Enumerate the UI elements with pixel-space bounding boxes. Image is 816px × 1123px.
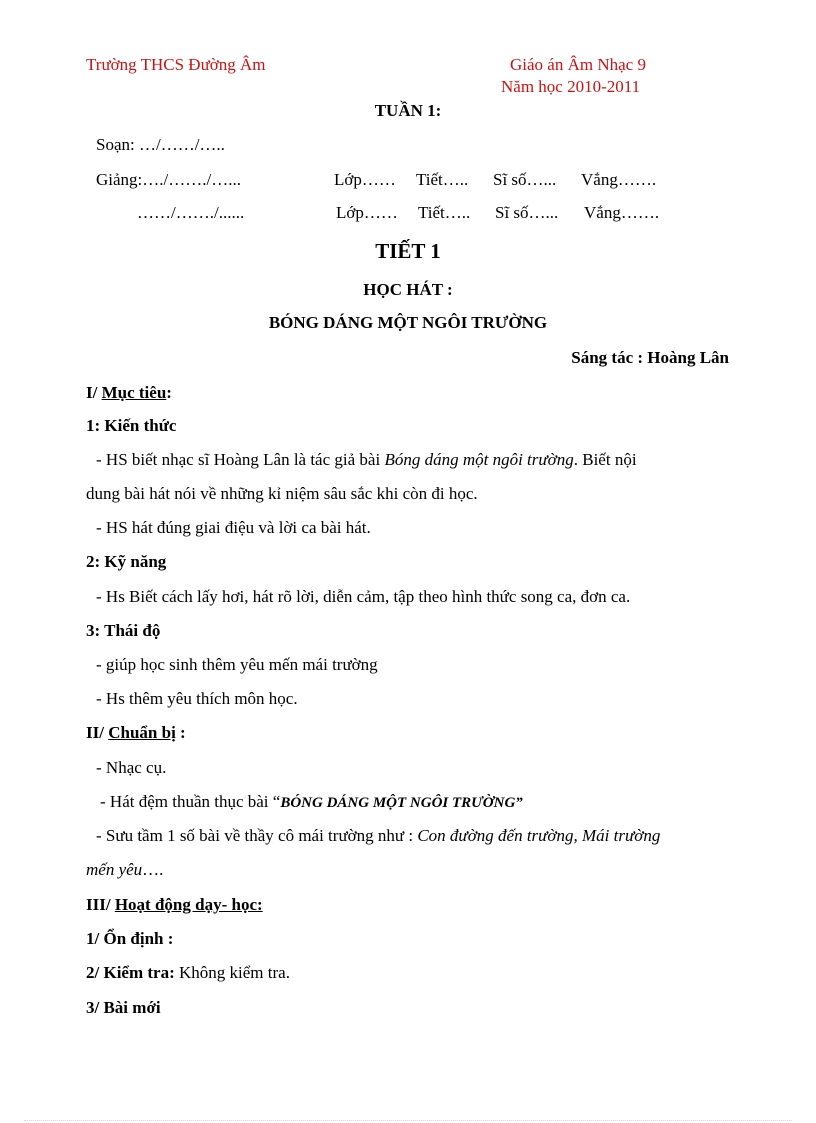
tiet-2: Tiết….. [418, 203, 471, 222]
prep-item-3-songs: Con đường đến trường, Mái trường [417, 826, 661, 845]
hoc-hat-heading: HỌC HÁT : [363, 280, 453, 299]
vang-2: Vắng……. [584, 203, 660, 222]
knowledge-item-2: - HS hát đúng giai điệu và lời ca bài hát. [96, 518, 371, 537]
knowledge-item-1-text: - HS biết nhạc sĩ Hoàng Lân là tác giả bài [96, 450, 385, 469]
knowledge-heading: 1: Kiến thức [86, 416, 177, 435]
vang-1: Vắng……. [581, 170, 657, 189]
giang-date-1: Giảng:…./……./…... [96, 170, 241, 189]
section-2-heading [86, 723, 186, 743]
siso-2: Sĩ số…... [495, 203, 559, 222]
step-2-text: Không kiểm tra. [174, 963, 290, 982]
song-title: BÓNG DÁNG MỘT NGÔI TRƯỜNG [268, 313, 548, 332]
section-1-number: I/ [86, 383, 98, 402]
siso-1: Sĩ số…... [493, 170, 557, 189]
week-heading: TUẦN 1: [374, 101, 442, 120]
soan-line: Soạn: …/……/….. [96, 135, 225, 154]
knowledge-item-1 [96, 450, 637, 470]
knowledge-item-1-text-end: . Biết nội [573, 450, 637, 469]
section-1-colon: : [166, 383, 172, 402]
giang-date-2: ……/……./...... [137, 203, 245, 222]
section-1-heading [86, 383, 172, 403]
lop-1: Lớp…… [334, 170, 396, 189]
prep-item-2 [100, 792, 523, 813]
skill-heading: 2: Kỹ năng [86, 552, 167, 571]
school-year: Năm học 2010-2011 [501, 77, 641, 96]
section-3-heading [86, 895, 263, 915]
section-1-title: Mục tiêu [101, 383, 167, 402]
school-name: Trường THCS Đường Âm [86, 55, 266, 74]
song-name-italic: Bóng dáng một ngôi trường [384, 450, 574, 469]
attitude-item-1: - giúp học sinh thêm yêu mến mái trường [96, 655, 378, 674]
section-2-number: II/ [86, 723, 104, 742]
section-3-title: Hoạt động dạy- học: [114, 895, 263, 914]
step-2 [86, 963, 290, 983]
prep-item-2-song: BÓNG DÁNG MỘT NGÔI TRƯỜNG” [280, 795, 523, 811]
prep-item-3-text: - Sưu tầm 1 số bài về thầy cô mái trường như : [96, 826, 418, 845]
prep-item-3-ellipsis: …. [142, 860, 164, 879]
prep-item-3-song-end: mến yêu [86, 860, 143, 879]
step-1: 1/ Ổn định : [86, 929, 174, 948]
attitude-heading: 3: Thái độ [86, 621, 161, 640]
page-footer-divider [24, 1120, 792, 1121]
subject-title: Giáo án Âm Nhạc 9 [510, 55, 646, 74]
lesson-number: TIẾT 1 [375, 239, 441, 263]
attitude-item-2: - Hs thêm yêu thích môn học. [96, 689, 298, 708]
knowledge-item-1-continued: dung bài hát nói về những kỉ niệm sâu sắc khi còn đi học. [86, 484, 478, 503]
prep-item-3 [96, 826, 660, 846]
prep-item-3-continued [86, 860, 163, 880]
section-3-number: III/ [86, 895, 111, 914]
skill-item-1: - Hs Biết cách lấy hơi, hát rõ lời, diễn cảm, tập theo hình thức song ca, đơn ca. [96, 587, 631, 606]
prep-item-2-text: - Hát đệm thuần thục bài “ [100, 792, 281, 811]
tiet-1: Tiết….. [416, 170, 469, 189]
section-2-title: Chuẩn bị [108, 723, 176, 742]
step-2-label: 2/ Kiểm tra: [86, 963, 175, 982]
step-3: 3/ Bài mới [86, 998, 161, 1017]
lop-2: Lớp…… [336, 203, 398, 222]
composer: Sáng tác : Hoàng Lân [571, 348, 729, 367]
section-2-colon: : [175, 723, 186, 742]
prep-item-1: - Nhạc cụ. [96, 758, 167, 777]
